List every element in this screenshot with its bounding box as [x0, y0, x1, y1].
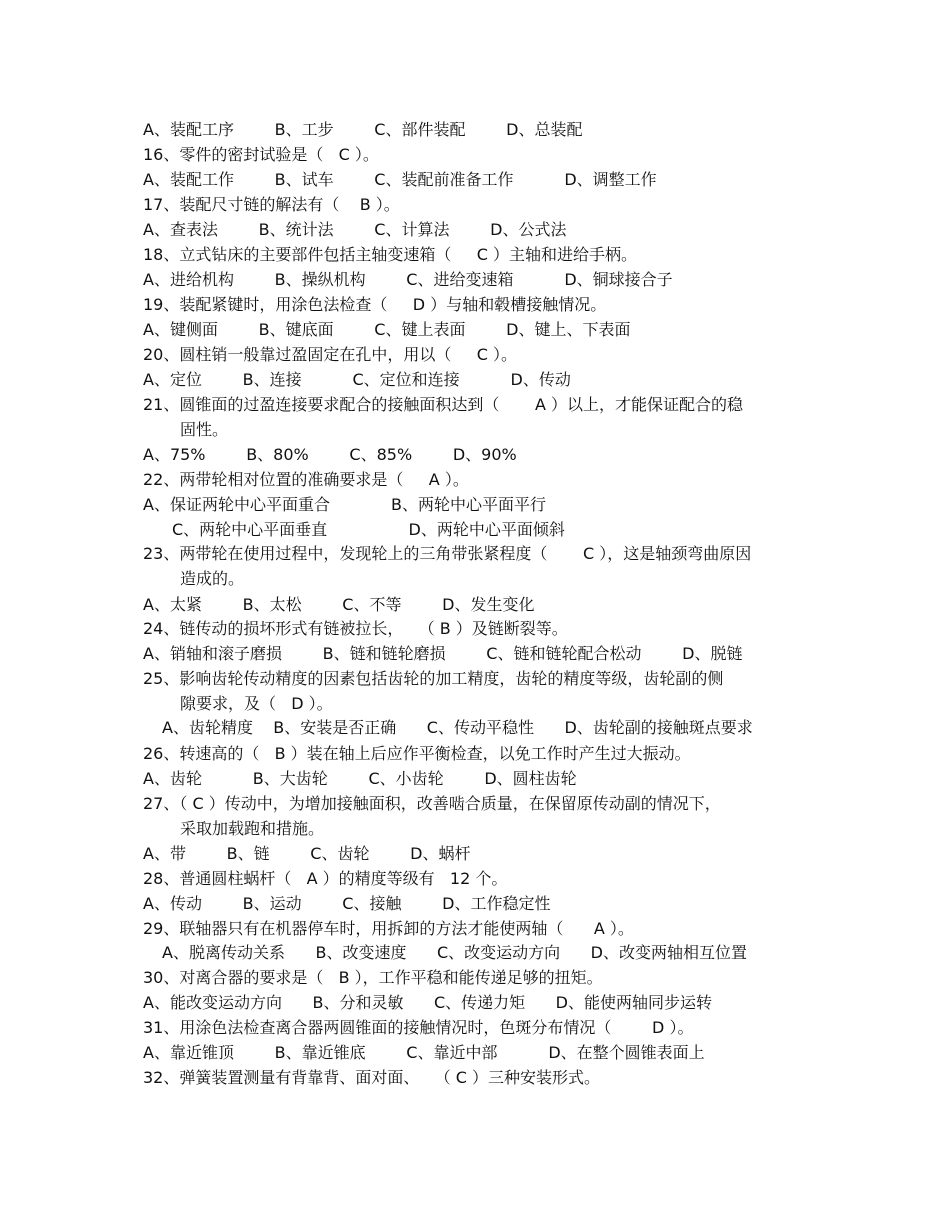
- options-line-23: A、太紧 B、太松 C、不等 D、发生变化: [143, 595, 535, 614]
- question-28: 28、普通圆柱蜗杆（ A ）的精度等级有 12 个。: [143, 869, 508, 888]
- question-22: 22、两带轮相对位置的准确要求是（ A ）。: [143, 470, 469, 489]
- question-21-continuation: 固性。: [180, 420, 229, 439]
- question-30: 30、对离合器的要求是（ B ），工作平稳和能传递足够的扭矩。: [143, 968, 603, 987]
- question-16: 16、零件的密封试验是（ C ）。: [143, 145, 379, 164]
- question-17: 17、装配尺寸链的解法有（ B ）。: [143, 195, 400, 214]
- question-23-continuation: 造成的。: [180, 569, 245, 588]
- question-21: 21、圆锥面的过盈连接要求配合的接触面积达到（ A ）以上，才能保证配合的稳: [143, 395, 743, 414]
- options-line-30: A、能改变运动方向 B、分和灵敏 C、传递力矩 D、能使两轴同步运转: [143, 993, 712, 1012]
- options-line-16: A、装配工作 B、试车 C、装配前准备工作 D、调整工作: [143, 170, 657, 189]
- question-20: 20、圆柱销一般靠过盈固定在孔中，用以（ C ）。: [143, 345, 518, 364]
- question-31: 31、用涂色法检查离合器两圆锥面的接触情况时，色斑分布情况（ D ）。: [143, 1018, 694, 1037]
- question-19: 19、装配紧键时，用涂色法检查（ D ）与轴和毂槽接触情况。: [143, 295, 607, 314]
- question-25-continuation: 隙要求，及（ D ）。: [180, 694, 333, 713]
- options-line-29: A、脱离传动关系 B、改变速度 C、改变运动方向 D、改变两轴相互位置: [162, 943, 747, 962]
- question-18: 18、立式钻床的主要部件包括主轴变速箱（ C ）主轴和进给手柄。: [143, 245, 638, 264]
- options-line-18: A、进给机构 B、操纵机构 C、进给变速箱 D、铜球接合子: [143, 270, 673, 289]
- question-32: 32、弹簧装置测量有背靠背、面对面、 （ C ）三种安装形式。: [143, 1068, 600, 1087]
- question-26: 26、转速高的（ B ）装在轴上后应作平衡检查，以免工作时产生过大振动。: [143, 744, 691, 763]
- question-29: 29、联轴器只有在机器停车时，用拆卸的方法才能使两轴（ A ）。: [143, 919, 634, 938]
- options-line-22a: A、保证两轮中心平面重合 B、两轮中心平面平行: [143, 495, 546, 514]
- options-line-27: A、带 B、链 C、齿轮 D、蜗杆: [143, 844, 471, 863]
- options-line-15: A、装配工序 B、工步 C、部件装配 D、总装配: [143, 120, 583, 139]
- options-line-21: A、75% B、80% C、85% D、90%: [143, 445, 517, 464]
- options-line-22b: C、两轮中心平面垂直 D、两轮中心平面倾斜: [172, 520, 565, 539]
- question-27: 27、（ C ）传动中，为增加接触面积，改善啮合质量，在保留原传动副的情况下，: [143, 794, 721, 813]
- question-24: 24、链传动的损坏形式有链被拉长， （ B ）及链断裂等。: [143, 619, 568, 638]
- question-23: 23、两带轮在使用过程中，发现轮上的三角带张紧程度（ C ），这是轴颈弯曲原因: [143, 544, 752, 563]
- options-line-26: A、齿轮 B、大齿轮 C、小齿轮 D、圆柱齿轮: [143, 769, 577, 788]
- options-line-31: A、靠近锥顶 B、靠近锥底 C、靠近中部 D、在整个圆锥表面上: [143, 1043, 705, 1062]
- options-line-24: A、销轴和滚子磨损 B、链和链轮磨损 C、链和链轮配合松动 D、脱链: [143, 644, 743, 663]
- question-25: 25、影响齿轮传动精度的因素包括齿轮的加工精度，齿轮的精度等级，齿轮副的侧: [143, 669, 724, 688]
- options-line-20: A、定位 B、连接 C、定位和连接 D、传动: [143, 370, 571, 389]
- options-line-28: A、传动 B、运动 C、接触 D、工作稳定性: [143, 894, 551, 913]
- options-line-19: A、键侧面 B、键底面 C、键上表面 D、键上、下表面: [143, 320, 631, 339]
- question-27-continuation: 采取加载跑和措施。: [180, 819, 325, 838]
- options-line-25: A、齿轮精度 B、安装是否正确 C、传动平稳性 D、齿轮副的接触斑点要求: [162, 718, 753, 737]
- options-line-17: A、查表法 B、统计法 C、计算法 D、公式法: [143, 220, 567, 239]
